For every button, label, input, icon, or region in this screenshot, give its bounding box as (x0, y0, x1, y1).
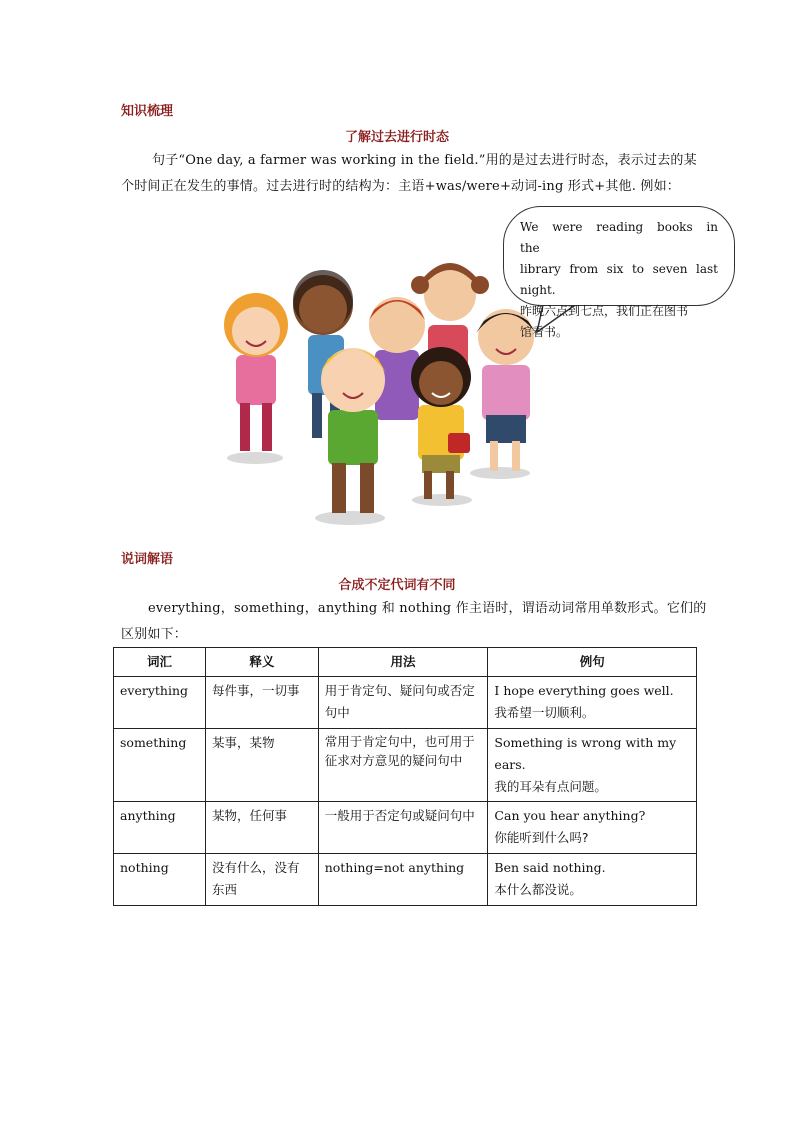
section-title-knowledge: 知识梳理 (121, 104, 174, 119)
cell-meaning: 每件事，一切事 (205, 677, 318, 729)
example-chinese: 我的耳朵有点问题。 (494, 779, 607, 794)
bubble-chinese-line1: 昨晚六点到七点，我们正在图书 (520, 304, 689, 318)
subtitle-compound-pronouns: 合成不定代词有不同 (338, 578, 456, 593)
cell-usage: 用于肯定句、疑问句或否定句中 (318, 677, 488, 729)
example-chinese: 你能听到什么吗? (494, 830, 589, 845)
cell-word: everything (114, 677, 206, 729)
children-group-illustration (210, 255, 560, 530)
table-row (114, 802, 697, 854)
example-english: I hope everything goes well. (494, 683, 674, 698)
intro-paragraph-line1: 句子“One day, a farmer was working in the field.”用的是过去进行时态，表示过去的某 (152, 153, 697, 168)
table-row (114, 854, 697, 906)
cell-usage: 一般用于否定句或疑问句中 (318, 802, 488, 854)
example-chinese: 我希望一切顺利。 (494, 705, 595, 720)
example-english: Something is wrong with my ears. (494, 735, 677, 772)
pronoun-comparison-table (113, 647, 697, 906)
vocab-paragraph-line2: 区别如下： (121, 627, 188, 642)
example-english: Ben said nothing. (494, 860, 606, 875)
intro-paragraph-line2: 个时间正在发生的事情。过去进行时的结构为：主语+was/were+动词-ing 形式+其他. 例如： (121, 179, 680, 194)
cell-example (488, 677, 697, 729)
speech-bubble (503, 206, 735, 339)
example-english: Can you hear anything? (494, 808, 646, 823)
header-example: 例句 (488, 648, 697, 677)
cell-word: something (114, 729, 206, 802)
vocab-paragraph-line1: everything，something，anything 和 nothing 作主语时，谓语动词常用单数形式。它们的 (148, 601, 707, 616)
table-row (114, 729, 697, 802)
example-chinese: 本什么都没说。 (494, 882, 582, 897)
bubble-english-line2: library from six to seven last night. (520, 262, 718, 297)
cell-word: nothing (114, 854, 206, 906)
cell-example (488, 802, 697, 854)
table-row (114, 677, 697, 729)
header-meaning: 释义 (205, 648, 318, 677)
cell-meaning: 没有什么，没有东西 (205, 854, 318, 906)
cell-usage: 常用于肯定句中，也可用于征求对方意见的疑问句中 (318, 729, 488, 802)
bubble-english-line1: We were reading books in the (520, 220, 718, 255)
cell-example (488, 729, 697, 802)
bubble-chinese-line2: 馆看书。 (520, 325, 569, 339)
cell-meaning: 某物，任何事 (205, 802, 318, 854)
cell-example (488, 854, 697, 906)
section-title-vocabulary: 说词解语 (121, 552, 174, 567)
header-usage: 用法 (318, 648, 488, 677)
header-word: 词汇 (114, 648, 206, 677)
cell-word: anything (114, 802, 206, 854)
cell-meaning: 某事，某物 (205, 729, 318, 802)
cell-usage: nothing=not anything (318, 854, 488, 906)
subtitle-past-continuous: 了解过去进行时态 (344, 130, 449, 145)
table-header-row (114, 648, 697, 677)
